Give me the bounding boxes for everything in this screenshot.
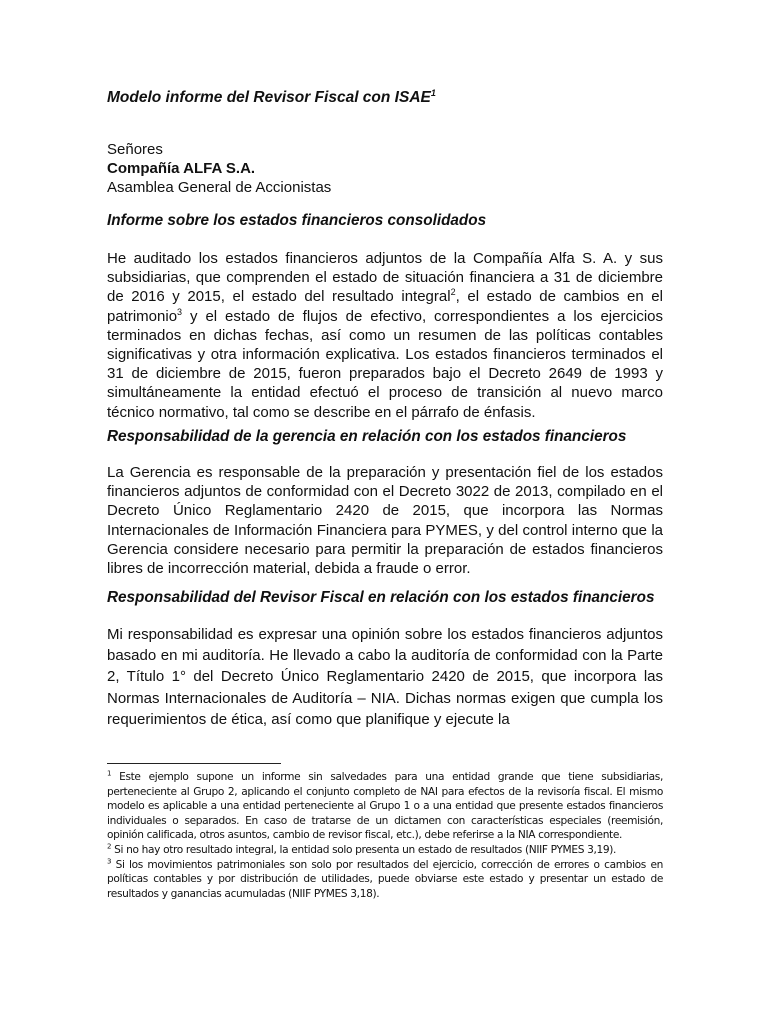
footnote-text: Si los movimientos patrimoniales son solo por resultados del ejercicio, corrección de errores o cambios en políticas contables y por distribución de utilidades, puede obviarse este estado y presentar un estado de resultados y ganancias acumuladas (NIIF PYMES 3,18). bbox=[107, 858, 663, 900]
document-title-text: Modelo informe del Revisor Fiscal con ISAE bbox=[107, 89, 431, 107]
paragraph-auditor-responsibility: Mi responsabilidad es expresar una opinión sobre los estados financieros adjuntos basado en mi auditoría. He llevado a cabo la auditoría de conformidad con la Parte 2, Título 1° del Decreto Único Reglamentario 2420 de 2015, que incorpora las Normas Internacionales de Auditoría – NIA. Dichas normas exigen que cumpla los requerimientos de ética, así como que planifique y ejecute la bbox=[107, 626, 663, 728]
footnote-ref: 3 bbox=[177, 306, 183, 317]
addressee-block bbox=[107, 140, 331, 197]
footnote-separator bbox=[107, 763, 281, 764]
section-heading-consolidated: Informe sobre los estados financieros consolidados bbox=[107, 212, 487, 229]
addressee-salutation: Señores bbox=[107, 141, 163, 158]
addressee-assembly: Asamblea General de Accionistas bbox=[107, 179, 332, 196]
document-page bbox=[107, 0, 663, 1024]
footnote-2 bbox=[107, 843, 663, 858]
paragraph-text: He auditado los estados financieros adjuntos de la Compañía Alfa S. A. y sus subsidiarias, que comprenden el estado de situación financiera a 31 de diciembre de 2016 y 2015, el estado del resultado integral bbox=[107, 250, 663, 306]
paragraph-text: y el estado de flujos de efectivo, correspondientes a los ejercicios terminados en dichas fechas, así como un resumen de las políticas contables significativas y otra información explicativa. Los estados financieros terminados el 31 de diciembre de 2015, fueron preparados bajo el Decreto 2649 de 1993 y simultáneamente la entidad efectuó el proceso de transición al nuevo marco técnico normativo, tal como se describe en el párrafo de énfasis. bbox=[107, 307, 663, 421]
section-heading-management: Responsabilidad de la gerencia en relación con los estados financieros bbox=[107, 428, 627, 445]
footnote-3 bbox=[107, 858, 663, 902]
footnote-number: 1 bbox=[107, 769, 112, 778]
paragraph-audit-scope bbox=[107, 249, 663, 422]
document-title bbox=[107, 88, 436, 107]
section-heading-auditor: Responsabilidad del Revisor Fiscal en relación con los estados financieros bbox=[107, 589, 655, 606]
footnote-text: Si no hay otro resultado integral, la entidad solo presenta un estado de resultados (NIIF PYMES 3,19). bbox=[111, 843, 617, 856]
footnote-text: Este ejemplo supone un informe sin salvedades para una entidad grande que tiene subsidiarias, perteneciente al Grupo 2, aplicando el conjunto completo de NAI para efectos de la revisoría fiscal. El mismo modelo es aplicable a una entidad perteneciente al Grupo 1 o a una entidad que presente estados financieros individuales o separados. En caso de tratarse de un dictamen con características especiales (reemisión, opinión calificada, otros asuntos, cambio de revisor fiscal, etc.), debe referirse a la NIA correspondiente. bbox=[107, 771, 663, 842]
addressee-company: Compañía ALFA S.A. bbox=[107, 160, 256, 177]
footnotes bbox=[107, 770, 663, 901]
footnote-number: 3 bbox=[107, 857, 112, 866]
footnote-number: 2 bbox=[107, 842, 112, 851]
paragraph-management-responsibility: La Gerencia es responsable de la preparación y presentación fiel de los estados financieros adjuntos de conformidad con el Decreto 3022 de 2013, compilado en el Decreto Único Reglamentario 2420 de 2015, que incorpora las Normas Internacionales de Información Financiera para PYMES, y del control interno que la Gerencia considere necesario para permitir la preparación de estados financieros libres de incorrección material, debida a fraude o error. bbox=[107, 464, 663, 578]
paragraph-text: , el estado de cambios en el patrimonio bbox=[107, 288, 663, 325]
footnote-1 bbox=[107, 770, 663, 843]
footnote-ref: 2 bbox=[450, 287, 456, 298]
footnote-ref: 1 bbox=[430, 88, 436, 98]
